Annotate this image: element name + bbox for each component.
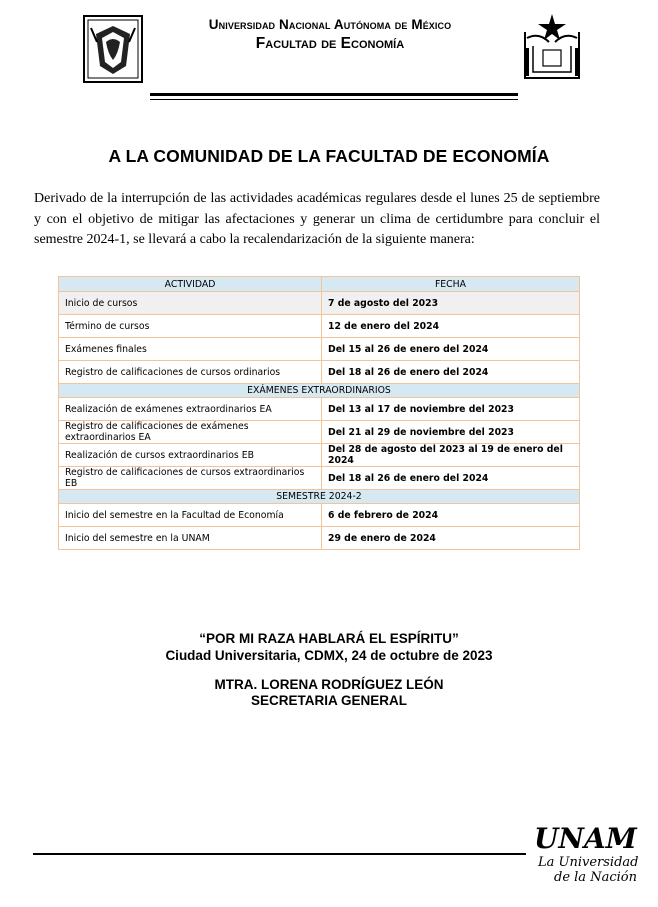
cell-fecha: 12 de enero del 2024 — [322, 315, 580, 338]
table-row — [59, 292, 580, 315]
table-row — [59, 421, 580, 444]
table-row — [59, 527, 580, 550]
cell-fecha: Del 15 al 26 de enero del 2024 — [322, 338, 580, 361]
cell-fecha: 29 de enero de 2024 — [322, 527, 580, 550]
table-row — [59, 338, 580, 361]
section-row-extraordinarios — [59, 384, 580, 398]
calendar-table — [58, 276, 580, 550]
cell-fecha: 7 de agosto del 2023 — [322, 292, 580, 315]
cell-actividad: Inicio del semestre en la UNAM — [59, 527, 322, 550]
cell-actividad: Realización de exámenes extraordinarios EA — [59, 398, 322, 421]
table-row — [59, 398, 580, 421]
wordmark-line2: de la Nación — [554, 870, 637, 885]
cell-fecha: Del 28 de agosto del 2023 al 19 de enero del 2024 — [322, 444, 580, 467]
cell-fecha: Del 13 al 17 de noviembre del 2023 — [322, 398, 580, 421]
cell-fecha: Del 21 al 29 de noviembre del 2023 — [322, 421, 580, 444]
signer-name: MTRA. LORENA RODRÍGUEZ LEÓN — [214, 677, 444, 692]
unam-seal-icon — [82, 14, 144, 84]
university-name: Universidad Nacional Autónoma de México — [208, 17, 452, 32]
document-title: A LA COMUNIDAD DE LA FACULTAD DE ECONOMÍA — [108, 146, 550, 166]
header-fecha: FECHA — [322, 277, 580, 292]
cell-actividad: Término de cursos — [59, 315, 322, 338]
cell-actividad: Realización de cursos extraordinarios EB — [59, 444, 322, 467]
footer-rule — [33, 853, 526, 855]
cell-fecha: Del 18 al 26 de enero del 2024 — [322, 361, 580, 384]
section-title: EXÁMENES EXTRAORDINARIOS — [59, 384, 580, 398]
cell-actividad: Inicio de cursos — [59, 292, 322, 315]
table-header-row — [59, 277, 580, 292]
section-row-semestre — [59, 490, 580, 504]
unam-wordmark-icon — [528, 818, 639, 888]
motto: “POR MI RAZA HABLARÁ EL ESPÍRITU” — [199, 631, 459, 646]
faculty-name: Facultad de Economía — [255, 35, 405, 52]
table-row — [59, 467, 580, 490]
cell-actividad: Inicio del semestre en la Facultad de Economía — [59, 504, 322, 527]
table-row — [59, 504, 580, 527]
intro-paragraph: Derivado de la interrupción de las actividades académicas regulares desde el lunes 25 de septiembre y con el objetivo de mitigar las afectaciones y generar un clima de certidumbre para concluir el semestre 2024-1, se llevará a cabo la recalendarización de la siguiente manera: — [34, 191, 600, 247]
cell-fecha: Del 18 al 26 de enero del 2024 — [322, 467, 580, 490]
header-rule-thick — [150, 93, 518, 96]
cell-actividad: Exámenes finales — [59, 338, 322, 361]
table-row — [59, 315, 580, 338]
section-title: SEMESTRE 2024-2 — [59, 490, 580, 504]
cell-fecha: 6 de febrero de 2024 — [322, 504, 580, 527]
table-row — [59, 361, 580, 384]
wordmark-unam: UNAM — [534, 822, 637, 855]
header-actividad: ACTIVIDAD — [59, 277, 322, 292]
facultad-economia-seal-icon — [521, 12, 583, 86]
place-date: Ciudad Universitaria, CDMX, 24 de octubre de 2023 — [165, 648, 493, 663]
cell-actividad: Registro de calificaciones de cursos ordinarios — [59, 361, 322, 384]
cell-actividad: Registro de calificaciones de cursos extraordinarios EB — [59, 467, 322, 490]
wordmark-line1: La Universidad — [538, 855, 639, 870]
header-rule-thin — [150, 99, 518, 100]
signer-role: SECRETARIA GENERAL — [250, 693, 407, 708]
cell-actividad: Registro de calificaciones de exámenes extraordinarios EA — [59, 421, 322, 444]
table-row — [59, 444, 580, 467]
